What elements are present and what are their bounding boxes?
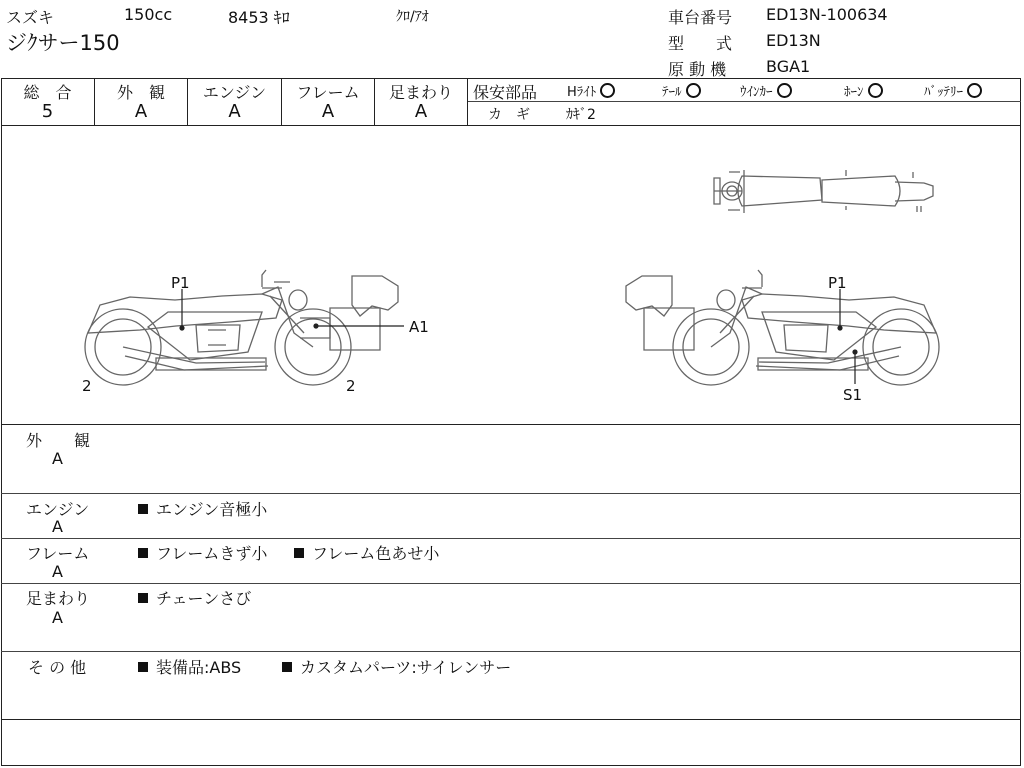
bullet-square-icon — [138, 593, 148, 603]
frame-section-grade: A — [52, 562, 63, 581]
engine-section-label: エンジン — [26, 500, 90, 519]
grade-engine-value: A — [228, 101, 241, 122]
type-label: 型 式 — [668, 34, 733, 53]
other-note: カスタムパーツ:サイレンサー — [282, 655, 511, 678]
safety-tail: ﾃｰﾙ — [662, 81, 701, 100]
right-s1-label: S1 — [843, 386, 863, 404]
frame-no: ED13N-100634 — [766, 5, 888, 24]
motorcycle-diagram — [0, 126, 1024, 424]
left-p1-label: P1 — [171, 274, 190, 292]
safety-divider — [468, 101, 1021, 102]
bullet-square-icon — [138, 548, 148, 558]
appearance-label: 外 観 — [26, 431, 91, 450]
bullet-square-icon — [294, 548, 304, 558]
top-view-bike-icon — [714, 170, 933, 213]
safety-battery: ﾊﾞｯﾃﾘｰ — [924, 81, 982, 100]
engine-note: エンジン音極小 — [138, 497, 267, 520]
suspension-note: チェーンさび — [138, 586, 251, 609]
maker: スズキ — [6, 8, 55, 27]
right-side-bike-icon — [626, 270, 939, 385]
safety-horn: ﾎｰﾝ — [844, 81, 883, 100]
frame-section-label: フレーム — [26, 544, 90, 563]
safety-winker: ｳｲﾝｶｰ — [740, 81, 792, 100]
type-value: ED13N — [766, 31, 821, 50]
ok-circle-icon — [777, 83, 792, 98]
engine-label: 原 動 機 — [668, 60, 727, 79]
displacement: 150cc — [124, 5, 173, 24]
right-p1-label: P1 — [828, 274, 847, 292]
grade-suspension-label: 足まわり — [388, 83, 453, 102]
grade-frame-label: フレーム — [296, 83, 360, 102]
frame-no-label: 車台番号 — [668, 8, 733, 27]
engine-value: BGA1 — [766, 57, 811, 76]
other-section-label: そ の 他 — [28, 658, 87, 677]
left-front-label: 2 — [346, 377, 356, 395]
model-name: ジｸサー150 — [6, 31, 120, 55]
grade-suspension-value: A — [414, 101, 428, 122]
suspension-section-label: 足まわり — [26, 589, 91, 608]
grade-total-label: 総 合 — [23, 83, 72, 102]
bullet-square-icon — [282, 662, 292, 672]
bullet-square-icon — [138, 662, 148, 672]
grade-engine-label: エンジン — [202, 83, 267, 102]
bullet-square-icon — [138, 504, 148, 514]
suspension-section-grade: A — [52, 608, 63, 627]
grade-total-value: 5 — [41, 101, 54, 122]
engine-section-grade: A — [52, 517, 63, 536]
ok-circle-icon — [686, 83, 701, 98]
frame-note: フレームきず小 — [138, 541, 267, 564]
grade-frame-value: A — [321, 101, 335, 122]
mileage: 8453 ｷﾛ — [228, 8, 290, 27]
key-label: カ ギ — [488, 107, 530, 123]
ok-circle-icon — [967, 83, 982, 98]
ok-circle-icon — [868, 83, 883, 98]
left-rear-label: 2 — [82, 377, 92, 395]
grade-appearance-value: A — [134, 101, 148, 122]
left-side-bike-icon — [85, 270, 398, 385]
other-note: 装備品:ABS — [138, 655, 241, 678]
safety-headlight: Hﾗｲﾄ — [567, 81, 615, 100]
key-value: ｶｷﾞ2 — [566, 107, 596, 123]
left-a1-label: A1 — [409, 318, 429, 336]
appearance-grade: A — [52, 449, 63, 468]
frame-note: フレーム色あせ小 — [294, 541, 439, 564]
color: ｸﾛ/ｱｵ — [396, 9, 429, 25]
ok-circle-icon — [600, 83, 615, 98]
safety-label: 保安部品 — [473, 83, 538, 102]
grade-appearance-label: 外 観 — [116, 83, 165, 102]
